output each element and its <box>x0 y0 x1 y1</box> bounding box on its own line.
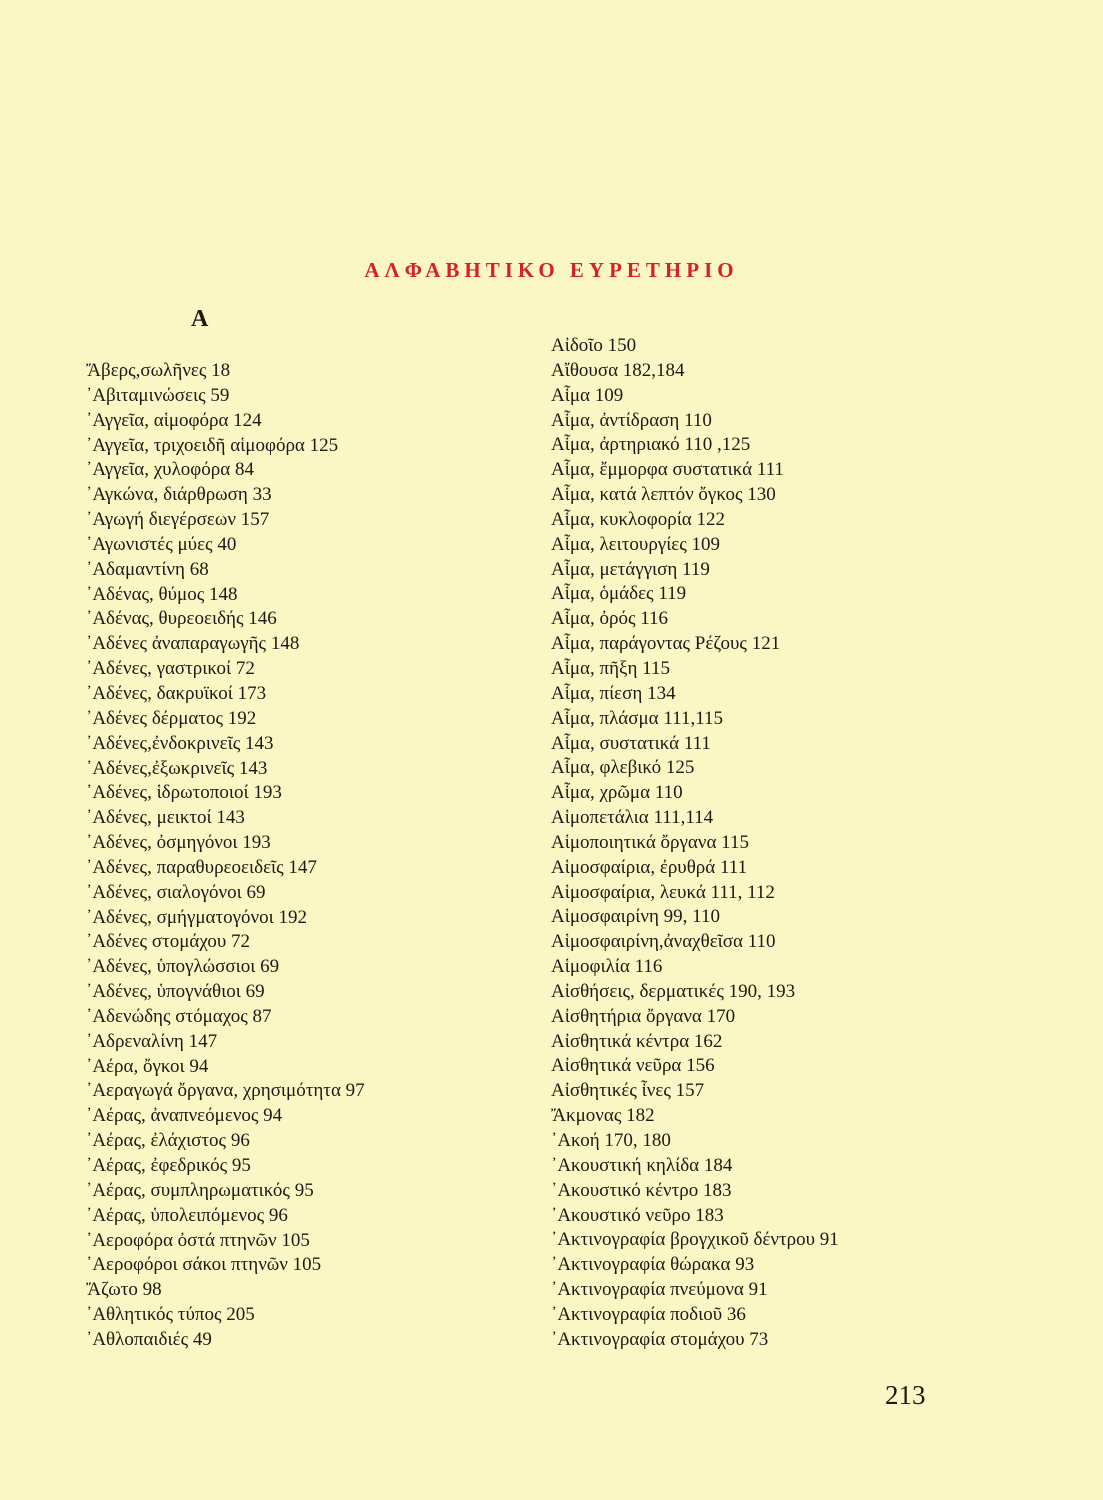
index-entry: Αἷμα, ὁμάδες 119 <box>551 583 687 605</box>
index-entry: ᾿Αδένες δέρματος 192 <box>86 707 257 729</box>
index-entry: ᾿Αγωνιστές μύες 40 <box>86 533 237 555</box>
index-entry: ᾿Αέρας, ἀναπνεόμενος 94 <box>86 1105 283 1127</box>
index-entry: Αἷμα, κατά λεπτόν ὄγκος 130 <box>551 484 776 506</box>
index-entry: Αἷμα, ἀρτηριακό 110 ,125 <box>551 434 751 456</box>
index-entry: Αἱμοποιητικά ὄργανα 115 <box>551 831 749 853</box>
index-entry: Αἴθουσα 182,184 <box>551 359 685 381</box>
index-entry: ᾿Αδαμαντίνη 68 <box>86 558 209 580</box>
index-entry: Αἷμα, χρῶμα 110 <box>551 782 683 804</box>
index-entry: Αἱμοσφαίρια, ἐρυθρά 111 <box>551 856 748 878</box>
index-entry: Αἰσθήσεις, δερματικές 190, 193 <box>551 980 796 1002</box>
index-entry: Αἰσθητικά νεῦρα 156 <box>551 1055 715 1077</box>
index-entry: ᾿Αέρας, ἐφεδρικός 95 <box>86 1155 251 1176</box>
section-letter: Α <box>191 306 209 332</box>
index-entry: ᾿Ακτινογραφία ποδιοῦ 36 <box>551 1303 746 1325</box>
index-entry: ᾿Αέρας, ἐλάχιστος 96 <box>86 1130 250 1152</box>
index-entry: ᾿Αδένες, γαστρικοί 72 <box>86 658 255 680</box>
index-column-left <box>86 359 365 1353</box>
index-entry: ᾿Αδένας, θυρεοειδής 146 <box>86 608 277 630</box>
index-entry: ᾿Αδένας, θύμος 148 <box>86 583 238 605</box>
index-entry: ᾿Αγκώνα, διάρθρωση 33 <box>86 484 272 506</box>
index-entry: ᾿Αδένες, μεικτοί 143 <box>86 807 245 829</box>
index-entry: ᾿Αδένες, ὑπογνάθιοι 69 <box>86 981 265 1003</box>
index-entry: ᾿Αεραγωγά ὄργανα, χρησιμότητα 97 <box>86 1080 365 1102</box>
index-entry: ᾿Αγγεῖα, αἱμοφόρα 124 <box>86 409 262 431</box>
index-column-right <box>551 334 839 1353</box>
index-entry: Αἷμα, ἔμμορφα συστατικά 111 <box>551 459 784 481</box>
index-entry: ᾿Αδένες, ὑπογλώσσιοι 69 <box>86 956 280 978</box>
index-entry: Αἷμα, πλάσμα 111,115 <box>551 707 724 729</box>
index-entry: Αἷμα, συστατικά 111 <box>551 732 711 754</box>
index-entry: Αἷμα, μετάγγιση 119 <box>551 558 710 580</box>
index-entry: Αἷμα, ὀρός 116 <box>551 608 669 630</box>
index-entry: Αἱμοσφαιρίνη 99, 110 <box>551 906 720 928</box>
index-entry: ᾿Αέρας, ὑπολειπόμενος 96 <box>86 1204 288 1226</box>
index-entry: ᾿Αθλοπαιδιές 49 <box>86 1328 212 1350</box>
index-entry: Αἷμα, φλεβικό 125 <box>551 757 695 779</box>
index-entry: Αἰσθητικές ἶνες 157 <box>551 1080 705 1102</box>
index-entry: Αἷμα, ἀντίδραση 110 <box>551 409 712 431</box>
index-entry: ᾿Αθλητικός τύπος 205 <box>86 1304 255 1326</box>
index-entry: Αἱμοσφαίρια, λευκά 111, 112 <box>551 881 775 903</box>
index-entry: Αἷμα 109 <box>551 384 624 406</box>
index-entry: ᾿Αδένες, δακρυϊκοί 173 <box>86 682 267 704</box>
index-entry: ᾿Αεροφόρα ὀστά πτηνῶν 105 <box>86 1229 310 1251</box>
index-entry: ᾿Αγγεῖα, τριχοειδῆ αἱμοφόρα 125 <box>86 434 339 456</box>
index-entry: ᾿Ακουστικό νεῦρο 183 <box>551 1204 724 1226</box>
index-entry: ᾿Αδένες ἀναπαραγωγῆς 148 <box>86 633 300 655</box>
index-entry: ᾿Αδένες,ἐξωκρινεῖς 143 <box>86 757 268 779</box>
index-entry: ᾿Αδένες, σμήγματογόνοι 192 <box>86 906 307 928</box>
index-entry: ᾿Αδένες, ἱδρωτοποιοί 193 <box>86 782 282 804</box>
index-entry: ᾿Ακτινογραφία βρογχικοῦ δέντρου 91 <box>551 1229 839 1251</box>
index-entry: ᾿Αδενώδης στόμαχος 87 <box>86 1005 272 1027</box>
index-entry: ᾿Αδρεναλίνη 147 <box>86 1030 218 1052</box>
index-entry: ᾿Ακοή 170, 180 <box>551 1130 671 1151</box>
index-entry: Αἱμοσφαιρίνη,ἀναχθεῖσα 110 <box>551 931 776 953</box>
index-entry: Αἰσθητήρια ὄργανα 170 <box>551 1005 736 1027</box>
index-entry: Ἄβερς,σωλῆνες 18 <box>86 360 231 381</box>
index-entry: ᾿Ακουστική κηλίδα 184 <box>551 1154 733 1176</box>
index-entry: ᾿Αδένες,ἐνδοκρινεῖς 143 <box>86 732 274 754</box>
index-entry: ᾿Αδένες, ὀσμηγόνοι 193 <box>86 832 271 854</box>
index-entry: Αἱμοφιλία 116 <box>551 956 663 978</box>
index-entry: ᾿Αδένες, σιαλογόνοι 69 <box>86 881 266 903</box>
index-entry: ᾿Ακουστικό κέντρο 183 <box>551 1179 732 1201</box>
index-entry: ᾿Ακτινογραφία πνεύμονα 91 <box>551 1279 768 1301</box>
index-entry: ᾿Ακτινογραφία στομάχου 73 <box>551 1328 769 1350</box>
index-entry: Αἰδοῖο 150 <box>551 335 637 356</box>
index-entry: ᾿Αδένες στομάχου 72 <box>86 931 251 953</box>
index-entry: ᾿Αέρας, συμπληρωματικός 95 <box>86 1179 314 1201</box>
index-entry: Αἷμα, παράγοντας Ρέζους 121 <box>551 633 781 655</box>
index-entry: Αἷμα, πῆξη 115 <box>551 657 670 679</box>
index-entry: ᾿Αεροφόροι σάκοι πτηνῶν 105 <box>86 1254 322 1276</box>
index-entry: Ἄκμονας 182 <box>551 1105 655 1127</box>
page-title: ΑΛΦΑΒΗΤΙΚΟ ΕΥΡΕΤΗΡΙΟ <box>364 258 739 283</box>
index-entry: ᾿Αγγεῖα, χυλοφόρα 84 <box>86 459 254 481</box>
index-entry: Αἰσθητικά κέντρα 162 <box>551 1030 723 1052</box>
index-entry: ᾿Αέρα, ὄγκοι 94 <box>86 1055 209 1077</box>
page-number: 213 <box>885 1380 926 1410</box>
index-entry: ᾿Αβιταμινώσεις 59 <box>86 384 230 406</box>
index-entry: Αἷμα, πίεση 134 <box>551 682 676 704</box>
index-entry: Αἷμα, κυκλοφορία 122 <box>551 508 726 530</box>
index-entry: ᾿Ακτινογραφία θώρακα 93 <box>551 1254 755 1276</box>
index-entry: ᾿Αγωγή διεγέρσεων 157 <box>86 509 270 531</box>
index-entry: ᾿Αδένες, παραθυρεοειδεῖς 147 <box>86 856 317 878</box>
index-entry: Ἄζωτο 98 <box>86 1279 162 1301</box>
index-entry: Αἱμοπετάλια 111,114 <box>551 807 714 829</box>
index-entry: Αἷμα, λειτουργίες 109 <box>551 533 721 555</box>
